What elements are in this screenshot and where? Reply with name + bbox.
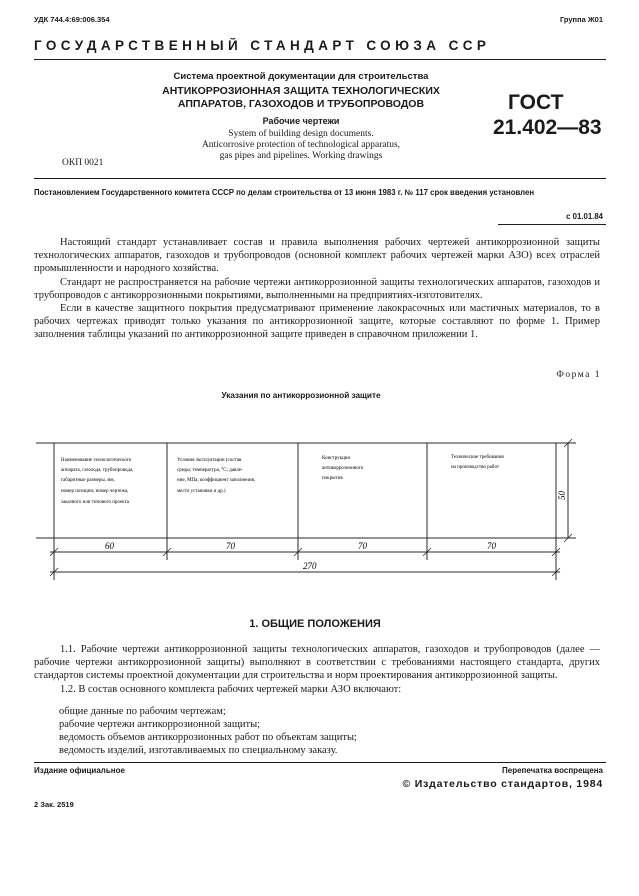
title-line-2: АППАРАТОВ, ГАЗОХОДОВ И ТРУБОПРОВОДОВ <box>177 98 425 110</box>
gost-label: ГОСТ <box>508 91 564 114</box>
col2-line: Условия эксплуатации (состав <box>177 458 242 463</box>
subtitle: Рабочие чертежи <box>262 116 340 126</box>
date-underline <box>498 224 606 225</box>
col3-line: Конструкция <box>322 456 350 461</box>
dim-height: 50 <box>557 491 567 500</box>
clause-1-2: 1.2. В состав основного комплекта рабочих чертежей марки АЗО включают: <box>60 683 402 695</box>
tick-mark <box>163 548 171 556</box>
system-name: Система проектной документации для строительства <box>173 71 429 82</box>
tick-mark <box>50 548 58 556</box>
list-item: ведомость объемов антикоррозионных работ по объектам защиты; <box>59 732 357 743</box>
tick-mark <box>552 568 560 576</box>
effective-date: с 01.01.84 <box>566 212 603 221</box>
col2-line: ние, МПа; коэффициент заполнения, <box>177 478 256 483</box>
col1-line: номер позиции; номер чертежа, <box>61 489 129 494</box>
tick-mark <box>50 568 58 576</box>
english-title-line-2: Anticorrosive protection of technological apparatus, <box>201 140 401 150</box>
gost-number: 21.402—83 <box>493 116 602 139</box>
group-code: Группа Ж01 <box>559 15 603 24</box>
col1-line: заказного или типового проекта <box>61 500 130 505</box>
okp-code: ОКП 0021 <box>62 158 104 168</box>
banner-divider <box>34 59 606 60</box>
section-body <box>34 643 600 696</box>
list-item: ведомость изделий, изготавливаемых по специальному заказу. <box>59 745 338 756</box>
dim-col4: 70 <box>487 541 496 551</box>
udc-code: УДК 744.4:69:006.354 <box>34 15 110 24</box>
intro-paragraph-3: Если в качестве защитного покрытия предусматривают применение лакокрасочных или мастичных материалов, то в рабочих чертежах приводят только указания по антикоррозионной защите, которые составляют по форме 1. Пример заполнения таблицы указаний по антикоррозионной защите приведен в справочном приложении 1. <box>34 303 600 341</box>
section-heading: 1. ОБЩИЕ ПОЛОЖЕНИЯ <box>249 618 381 630</box>
tick-mark <box>564 534 572 542</box>
standard-banner: ГОСУДАРСТВЕННЫЙ СТАНДАРТ СОЮЗА ССР <box>34 38 491 53</box>
col2-line: среды; температура, °С; давле- <box>177 468 243 473</box>
page-number: 2 <box>34 800 39 809</box>
tick-mark <box>423 548 431 556</box>
english-title-line-3: gas pipes and pipelines. Working drawings <box>219 151 383 161</box>
tick-mark <box>294 548 302 556</box>
footer-divider <box>34 762 606 763</box>
dim-col2: 70 <box>226 541 235 551</box>
titleblock-divider <box>34 178 606 179</box>
dim-col1: 60 <box>105 541 114 551</box>
tick-mark <box>552 548 560 556</box>
col1-line: Наименование технологического <box>61 458 132 463</box>
clause-1-1: 1.1. Рабочие чертежи антикоррозионной защиты технологических аппаратов, газоходов и трубопроводов (далее — рабочие чертежи антикоррозионной защиты) выполняют в соответствии с требованиями настоящего стандарта, других стандартов системы проектной документации для строительства и норм проектирования антикоррозионной защиты. <box>34 644 600 682</box>
intro-section <box>34 236 600 342</box>
official-edition: Издание официальное <box>34 766 125 775</box>
form-label: Форма 1 <box>556 370 601 380</box>
decree-text: Постановлением Государственного комитета СССР по делам строительства от 13 июня 1983 г. № 117 срок введения установлен <box>34 188 535 197</box>
intro-paragraph-1: Настоящий стандарт устанавливает состав и правила выполнения рабочих чертежей антикоррозионной защиты технологических аппаратов, газоходов и трубопроводов (основной комплект рабочих чертежей марки АЗО) всех отраслей промышленности и народного хозяйства. <box>34 237 600 275</box>
col2-line: место установки и др.) <box>177 489 226 494</box>
title-line-1: АНТИКОРРОЗИОННАЯ ЗАЩИТА ТЕХНОЛОГИЧЕСКИХ <box>162 85 440 97</box>
col3-line: антикоррозионного <box>322 466 364 471</box>
tick-mark <box>564 439 572 447</box>
order-number: Зак. 2519 <box>40 800 74 809</box>
col3-line: покрытия <box>322 476 343 481</box>
col4-line: на производство работ <box>451 465 500 470</box>
intro-paragraph-2: Стандарт не распространяется на рабочие чертежи антикоррозионной защиты технологических аппаратов, газоходов и трубопроводов с антикоррозионными покрытиями, выполненными на предприятиях-изготовителях. <box>34 276 600 301</box>
page-footer <box>34 800 74 809</box>
form-table-title: Указания по антикоррозионной защите <box>221 391 381 400</box>
copyright: © Издательство стандартов, 1984 <box>402 778 603 790</box>
reprint-notice: Перепечатка воспрещена <box>502 766 603 775</box>
list-item: общие данные по рабочим чертежам; <box>59 706 226 717</box>
dim-total: 270 <box>303 561 317 571</box>
col4-line: Технические требования <box>451 455 504 460</box>
list-item: рабочие чертежи антикоррозионной защиты; <box>59 719 261 730</box>
col1-line: габаритные размеры, мм, <box>61 478 115 483</box>
dim-col3: 70 <box>358 541 367 551</box>
english-title-line-1: System of building design documents. <box>228 129 374 139</box>
col1-line: аппарата, газохода, трубопровода, <box>61 468 134 473</box>
